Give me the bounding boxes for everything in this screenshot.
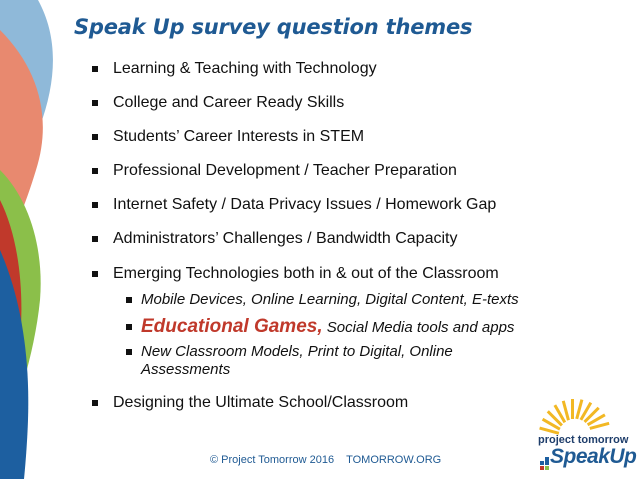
bullet-square-icon [92, 236, 98, 242]
sub-bullet-text [141, 343, 453, 379]
footer [210, 454, 441, 466]
bullet-text: Designing the Ultimate School/Classroom [113, 394, 409, 411]
sub-bullet-line2: Assessments [141, 361, 231, 378]
bullet-square-icon [92, 168, 98, 174]
sub-bullet-text: Mobile Devices, Online Learning, Digital Content, E-texts [141, 291, 519, 308]
logo-text-project-tomorrow: project tomorrow [538, 434, 629, 446]
footer-copyright: © Project Tomorrow 2016 [210, 454, 335, 466]
bullet-text: Internet Safety / Data Privacy Issues / Homework Gap [113, 196, 497, 213]
bullet-square-icon [126, 297, 132, 303]
bullet-text: Learning & Teaching with Technology [113, 60, 377, 77]
bullet-square-icon [92, 100, 98, 106]
bullet-text: Professional Development / Teacher Preparation [113, 162, 457, 179]
bullet-text: Students’ Career Interests in STEM [113, 128, 365, 145]
emphasis-text: Educational Games, [141, 316, 323, 337]
decorative-swooshes [0, 0, 90, 479]
bullet-square-icon [92, 66, 98, 72]
bullet-text: College and Career Ready Skills [113, 94, 345, 111]
footer-website: TOMORROW.ORG [346, 454, 442, 466]
bullet-text: Administrators’ Challenges / Bandwidth Capacity [113, 230, 458, 247]
bullet-square-icon [92, 400, 98, 406]
sub-bullet-text [141, 316, 514, 339]
bullet-square-icon [126, 324, 132, 330]
bullet-square-icon [126, 349, 132, 355]
sub-bullet-line1: New Classroom Models, Print to Digital, Online [141, 343, 453, 360]
logo-text-speakup: SpeakUp [550, 445, 637, 468]
bullet-square-icon [92, 271, 98, 277]
sub-bullet-rest-text: Social Media tools and apps [322, 319, 515, 336]
bullet-square-icon [92, 202, 98, 208]
slide-title: Speak Up survey question themes [74, 15, 473, 39]
bullet-text: Emerging Technologies both in & out of the Classroom [113, 265, 499, 282]
bullet-square-icon [92, 134, 98, 140]
